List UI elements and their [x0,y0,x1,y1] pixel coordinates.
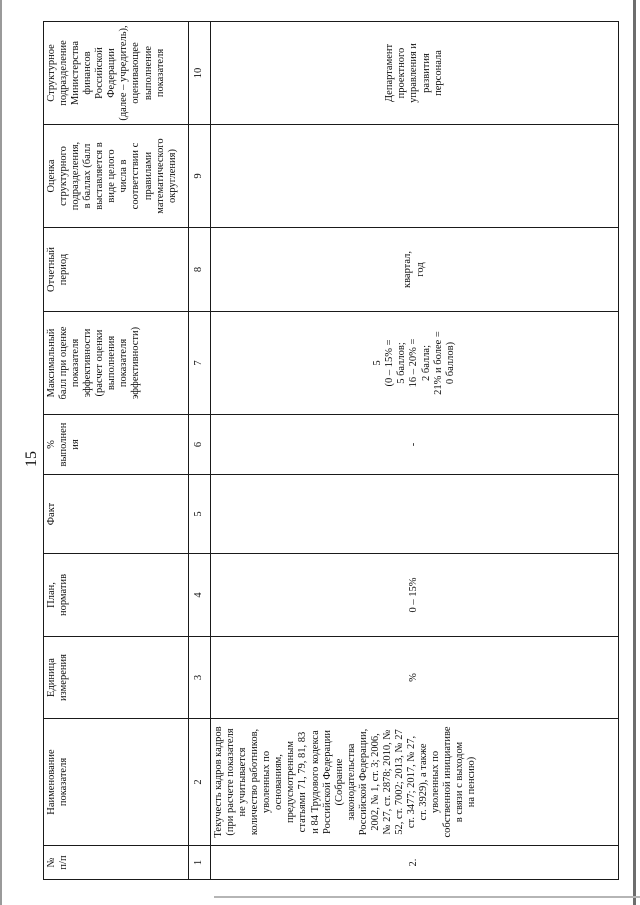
col-number: 2 [189,719,211,846]
department-value: Департамент проектного управления и развития персонала [211,22,619,125]
col-number: 3 [189,637,211,719]
indicator-table [43,21,619,880]
col-number: 4 [189,554,211,637]
period-value: квартал, год [211,228,619,312]
column-number-row [189,22,211,880]
col-number: 6 [189,415,211,475]
col-header-unit: Единица измерения [44,637,189,719]
indicator-name: Текучесть кадров кадров (при расчете показателя не учитывается количество работников, уволенных по основаниям, предусмотренным статьями 71, 79, 81, 83 и 84 Трудового кодекса Российской Федерации (Собрание законодательства Российской Федерации, 2002, № 1, ст. 3; 2006, № 27, ст. 2878; 2010, № 52, ст. 7002; 2013, № 27 ст. 3477; 2017, № 27, ст. 3929), а также уволенных по собственной инициативе в связи с выходом на пенсию) [211,719,619,846]
col-header-percent: % выполнен ия [44,415,189,475]
col-header-period: Отчетный период [44,228,189,312]
col-number: 9 [189,125,211,228]
page-number: 15 [23,451,40,467]
col-number: 5 [189,475,211,554]
assessment-value [211,125,619,228]
col-number: 7 [189,312,211,415]
row-number: 2. [211,846,619,880]
col-header-plan: План, норматив [44,554,189,637]
col-header-num: № п/п [44,846,189,880]
fact-value [211,475,619,554]
table-row [211,22,619,880]
plan-value: 0 – 15% [211,554,619,637]
col-number: 1 [189,846,211,880]
col-header-max-score: Максимальный балл при оценке показателя эффективности (расчет оценки выполнения показателя эффективности) [44,312,189,415]
col-number: 10 [189,22,211,125]
max-score-value: 5 (0 – 15% = 5 баллов; 16 – 20% = 2 балла; 21% и более = 0 баллов) [211,312,619,415]
percent-value: - [211,415,619,475]
col-header-department: Структурное подразделение Министерства финансов Российской Федерации (далее – учредитель), оценивающее выполнение показателя [44,22,189,125]
col-header-name: Наименование показателя [44,719,189,846]
unit-value: % [211,637,619,719]
col-header-fact: Факт [44,475,189,554]
header-row [44,22,189,880]
col-number: 8 [189,228,211,312]
col-header-assessment: Оценка структурного подразделения, в баллах (балл выставляется в виде целого числа в соответствии с правилами математического округления) [44,125,189,228]
